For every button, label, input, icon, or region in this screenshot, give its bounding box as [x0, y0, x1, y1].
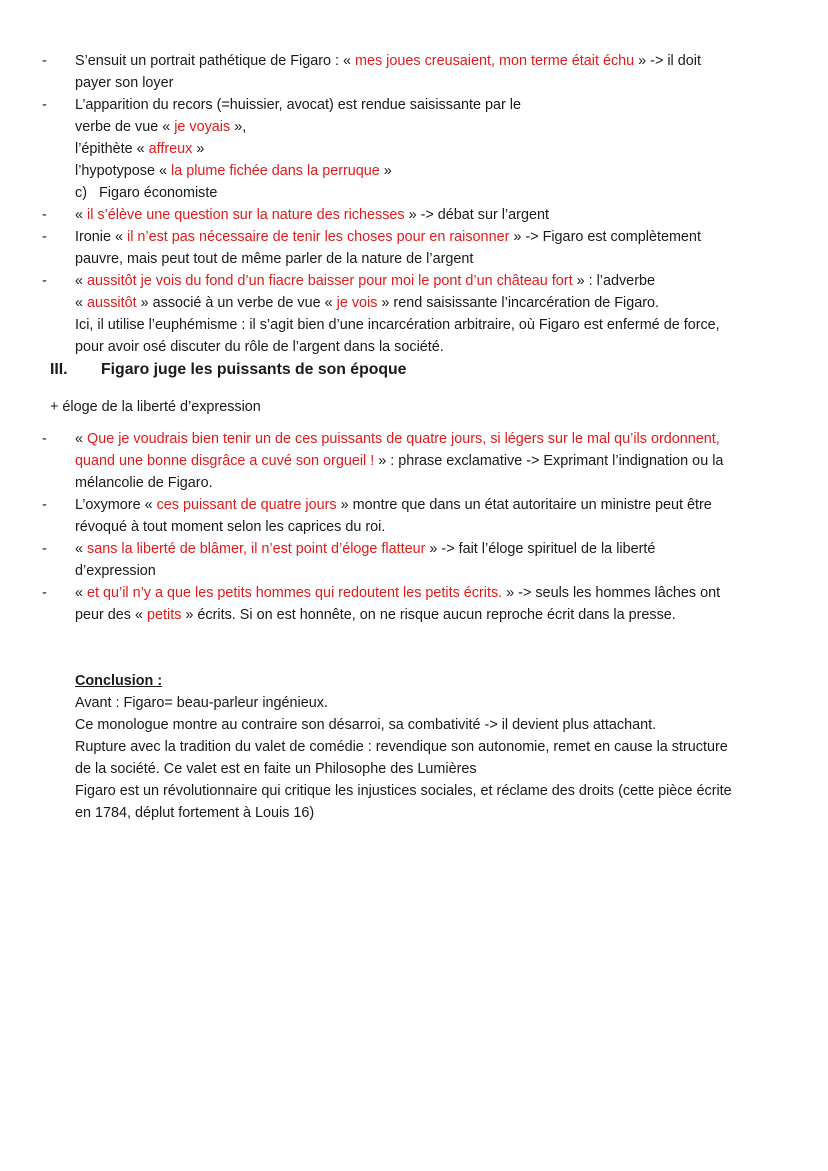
- bullet-puissants-line-2: quand une bonne disgrâce a cuvé son orgueil ! » : phrase exclamative -> Exprimant l’indignation ou la: [75, 453, 724, 469]
- bullet-dash: -: [42, 585, 47, 601]
- bullet-recors-line-3: l’épithète « affreux »: [75, 141, 205, 157]
- conclusion-line-2: Ce monologue montre au contraire son désarroi, sa combativité -> il devient plus attachant.: [75, 717, 657, 733]
- bullet-dash: -: [42, 53, 47, 69]
- bullet-dash: -: [42, 97, 47, 113]
- bullet-ironie-line-2: pauvre, mais peut tout de même parler de la nature de l’argent: [75, 251, 474, 267]
- bullet-dash: -: [42, 273, 47, 289]
- conclusion-line-3: Rupture avec la tradition du valet de comédie : revendique son autonomie, remet en cause la structure: [75, 739, 728, 755]
- bullet-dash: -: [42, 207, 47, 223]
- conclusion-title: Conclusion :: [75, 673, 163, 689]
- quote: il s’élève une question sur la nature des richesses: [87, 207, 405, 223]
- bullet-ironie-line-1: Ironie « il n’est pas nécessaire de tenir les choses pour en raisonner » -> Figaro est complètement: [75, 229, 701, 245]
- bullet-recors-line-1: L’apparition du recors (=huissier, avocat) est rendue saisissante par le: [75, 97, 521, 113]
- bullet-liberte-line-2: d’expression: [75, 563, 156, 579]
- bullet-aussitot-line-4: pour avoir osé discuter du rôle de l’argent dans la société.: [75, 339, 444, 355]
- bullet-puissants-line-1: « Que je voudrais bien tenir un de ces puissants de quatre jours, si légers sur le mal qu’ils ordonnent,: [75, 431, 720, 447]
- bullet-petits-ecrits-line-2: peur des « petits » écrits. Si on est honnête, on ne risque aucun reproche écrit dans la presse.: [75, 607, 676, 623]
- bullet-aussitot-line-1: « aussitôt je vois du fond d’un fiacre baisser pour moi le pont d’un château fort » : l’adverbe: [75, 273, 655, 289]
- conclusion-line-6: en 1784, déplut fortement à Louis 16): [75, 805, 315, 821]
- quote: Que je voudrais bien tenir un de ces puissants de quatre jours, si légers sur le mal qu’ils ordonnent,: [87, 431, 720, 447]
- bullet-oxymore-line-1: L’oxymore « ces puissant de quatre jours » montre que dans un état autoritaire un ministre peut être: [75, 497, 712, 513]
- quote: affreux: [148, 141, 193, 157]
- bullet-petits-ecrits-line-1: « et qu’il n’y a que les petits hommes qui redoutent les petits écrits. » -> seuls les hommes lâches ont: [75, 585, 721, 601]
- bullet-puissants-line-3: mélancolie de Figaro.: [75, 475, 213, 491]
- quote: la plume fichée dans la perruque: [171, 163, 380, 179]
- quote: sans la liberté de blâmer, il n’est point d’éloge flatteur: [87, 541, 426, 557]
- section-title: Figaro juge les puissants de son époque: [101, 361, 407, 378]
- bullet-portrait-line-1: S’ensuit un portrait pathétique de Figaro : « mes joues creusaient, mon terme était échu » -> il doit: [75, 53, 701, 69]
- quote: je vois: [336, 295, 378, 311]
- section-intro: + éloge de la liberté d’expression: [50, 399, 261, 415]
- subheading-c: c) Figaro économiste: [75, 185, 218, 201]
- quote: petits: [147, 607, 182, 623]
- bullet-portrait-line-2: payer son loyer: [75, 75, 174, 91]
- quote: aussitôt: [87, 295, 137, 311]
- bullet-oxymore-line-2: révoqué à tout moment selon les caprices du roi.: [75, 519, 386, 535]
- bullet-aussitot-line-3: Ici, il utilise l’euphémisme : il s’agit bien d’une incarcération arbitraire, où Figaro est enfermé de force,: [75, 317, 720, 333]
- quote: ces puissant de quatre jours: [156, 497, 337, 513]
- section-number: III.: [50, 361, 68, 378]
- bullet-recors-line-2: verbe de vue « je voyais »,: [75, 119, 247, 135]
- quote: et qu’il n’y a que les petits hommes qui redoutent les petits écrits.: [87, 585, 503, 601]
- quote: il n’est pas nécessaire de tenir les choses pour en raisonner: [127, 229, 510, 245]
- quote: je voyais: [174, 119, 231, 135]
- bullet-dash: -: [42, 431, 47, 447]
- quote: mes joues creusaient, mon terme était échu: [355, 53, 635, 69]
- conclusion-line-4: de la société. Ce valet est en faite un Philosophe des Lumières: [75, 761, 477, 777]
- bullet-liberte-line-1: « sans la liberté de blâmer, il n’est point d’éloge flatteur » -> fait l’éloge spirituel de la liberté: [75, 541, 656, 557]
- bullet-richesses: « il s’élève une question sur la nature des richesses » -> débat sur l’argent: [75, 207, 549, 223]
- conclusion-line-1: Avant : Figaro= beau-parleur ingénieux.: [75, 695, 328, 711]
- conclusion-line-5: Figaro est un révolutionnaire qui critique les injustices sociales, et réclame des droits (cette pièce écrite: [75, 783, 732, 799]
- bullet-recors-line-4: l’hypotypose « la plume fichée dans la perruque »: [75, 163, 392, 179]
- bullet-dash: -: [42, 229, 47, 245]
- bullet-dash: -: [42, 541, 47, 557]
- bullet-aussitot-line-2: « aussitôt » associé à un verbe de vue « je vois » rend saisissante l’incarcération de Figaro.: [75, 295, 659, 311]
- bullet-dash: -: [42, 497, 47, 513]
- quote: aussitôt je vois du fond d’un fiacre baisser pour moi le pont d’un château fort: [87, 273, 573, 289]
- quote: quand une bonne disgrâce a cuvé son orgueil !: [75, 453, 375, 469]
